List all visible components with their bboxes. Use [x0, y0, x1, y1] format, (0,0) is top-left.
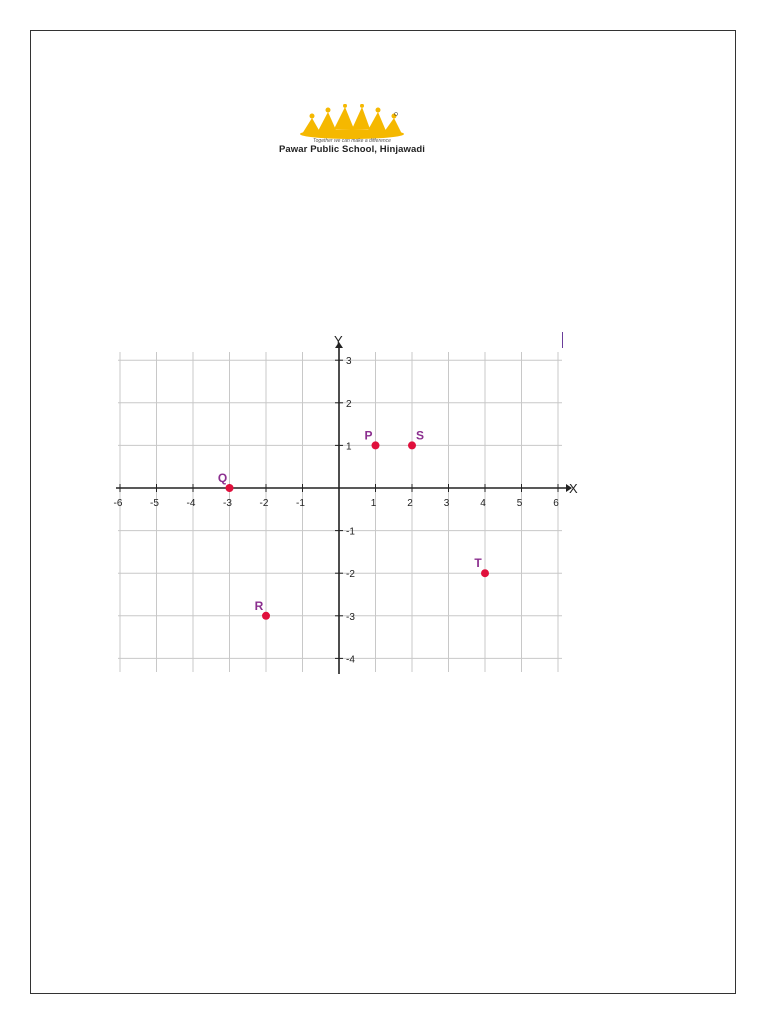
text-cursor	[562, 332, 563, 348]
y-tick-label: 2	[346, 398, 352, 410]
data-point-r	[262, 612, 270, 620]
y-tick-label: -1	[346, 526, 355, 538]
x-tick-label: -4	[186, 498, 196, 509]
x-tick-label: 4	[480, 498, 486, 509]
y-tick-label: -3	[346, 611, 355, 623]
point-label-r: R	[254, 598, 264, 613]
x-axis-label: X	[569, 481, 578, 496]
x-tick-label: -1	[296, 498, 305, 509]
y-tick-label: 3	[346, 356, 352, 368]
point-label-t: T	[474, 556, 482, 571]
point-label-s: S	[415, 428, 425, 443]
x-tick-label: 3	[443, 498, 450, 509]
y-tick-label: -2	[346, 569, 355, 581]
logo-tagline: Together we can make a difference	[313, 138, 391, 144]
x-tick-label: 6	[553, 498, 559, 509]
x-tick-label: -5	[150, 498, 159, 509]
x-tick-label: 1	[370, 498, 377, 509]
y-tick-label: 1	[346, 441, 352, 453]
data-point-t	[481, 569, 489, 577]
point-label-q: Q	[217, 471, 228, 485]
x-tick-label: 5	[516, 498, 523, 509]
x-tick-label: -6	[113, 498, 123, 509]
x-tick-label: -3	[223, 498, 232, 509]
y-axis-label: Y	[334, 333, 343, 348]
point-label-p: P	[364, 428, 373, 443]
school-name: Pawar Public School, Hinjawadi	[278, 144, 426, 155]
y-tick-label: -4	[346, 654, 355, 666]
x-tick-label: 2	[407, 498, 413, 509]
x-tick-label: -2	[259, 498, 269, 509]
data-point-s	[408, 441, 416, 449]
data-point-p	[372, 441, 380, 449]
data-point-q	[226, 484, 234, 492]
